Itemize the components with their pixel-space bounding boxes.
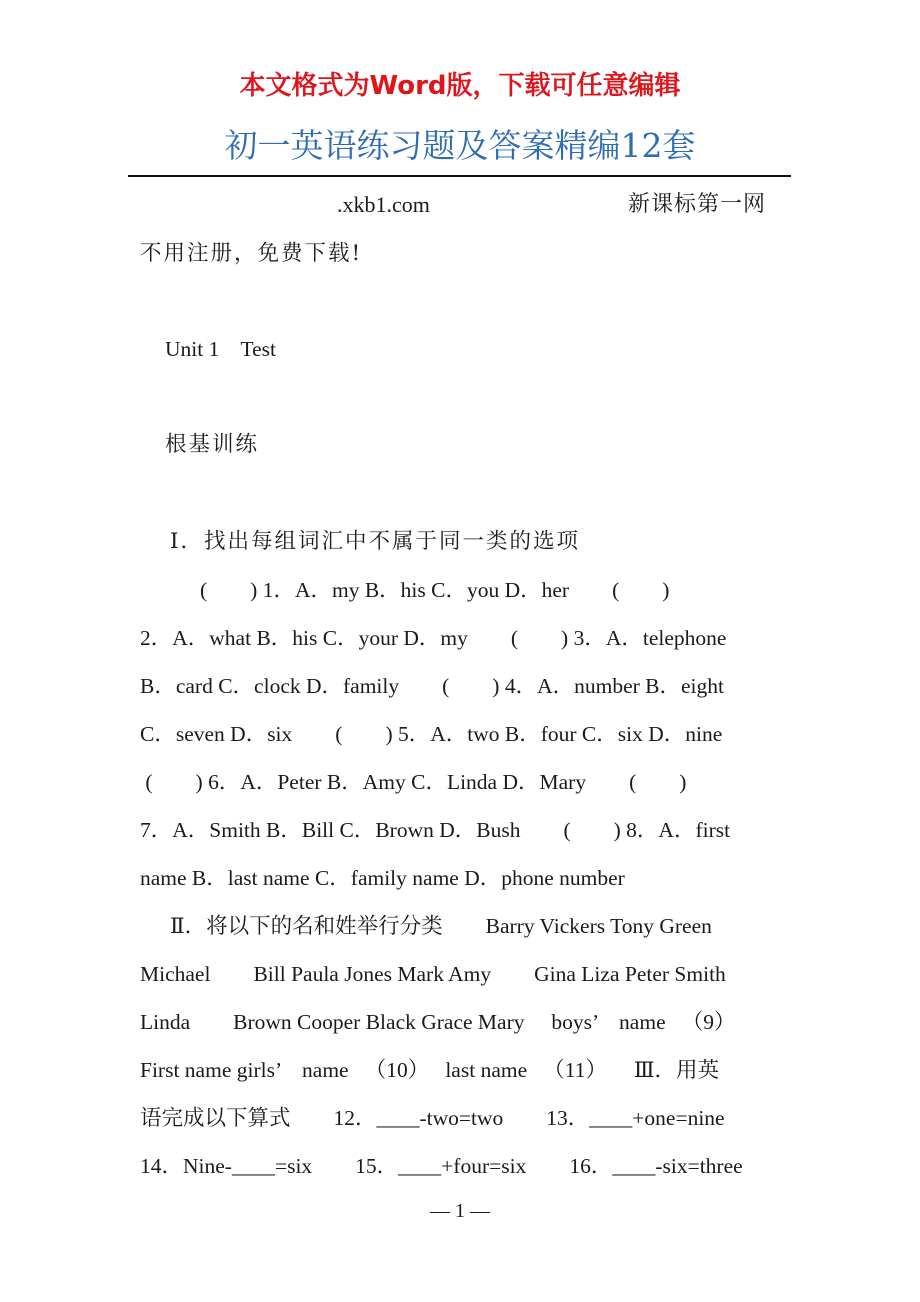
section-heading: 根基训练 xyxy=(165,432,260,457)
header-banner: 本文格式为Word版，下载可任意编辑 xyxy=(239,71,681,101)
exercise-line: ( ) 1．A．my B．his C．you D．her ( ) xyxy=(200,578,670,602)
exercise-line: name B．last name C．family name D．phone number xyxy=(140,866,625,890)
exercise-line: C．seven D．six ( ) 5．A．two B．four C．six D．nine xyxy=(140,722,723,746)
exercise-line: Ⅱ．将以下的名和姓举行分类 Barry Vickers Tony Green xyxy=(170,914,712,938)
page-number: — 1 — xyxy=(430,1200,490,1222)
tagline: 不用注册，免费下载! xyxy=(140,241,363,266)
exercise-line: B．card C．clock D．family ( ) 4．A．number B．eight xyxy=(140,674,724,698)
site-domain: .xkb1.com xyxy=(337,192,430,217)
header-divider xyxy=(128,175,791,177)
unit-heading: Unit 1 Test xyxy=(165,337,276,361)
section1-title: Ⅰ．找出每组词汇中不属于同一类的选项 xyxy=(170,529,580,554)
exercise-line: First name girls’ name （10） last name （11） Ⅲ．用英 xyxy=(140,1058,720,1082)
exercise-line: 语完成以下算式 12．____-two=two 13．____+one=nine xyxy=(140,1106,725,1130)
exercise-line: Michael Bill Paula Jones Mark Amy Gina Liza Peter Smith xyxy=(140,962,726,986)
site-name: 新课标第一网 xyxy=(628,192,767,217)
exercise-line: ( ) 6．A．Peter B．Amy C．Linda D．Mary ( ) xyxy=(140,770,687,794)
exercise-line: 7．A．Smith B．Bill C．Brown D．Bush ( ) 8．A．first xyxy=(140,818,731,842)
exercise-line: Linda Brown Cooper Black Grace Mary boys’ name （9） xyxy=(140,1010,736,1034)
exercise-line: 14．Nine-____=six 15．____+four=six 16．____-six=three xyxy=(140,1154,743,1178)
page-title: 初一英语练习题及答案精编12套 xyxy=(224,126,696,165)
exercise-line: 2．A．what B．his C．your D．my ( ) 3．A．telephone xyxy=(140,626,727,650)
